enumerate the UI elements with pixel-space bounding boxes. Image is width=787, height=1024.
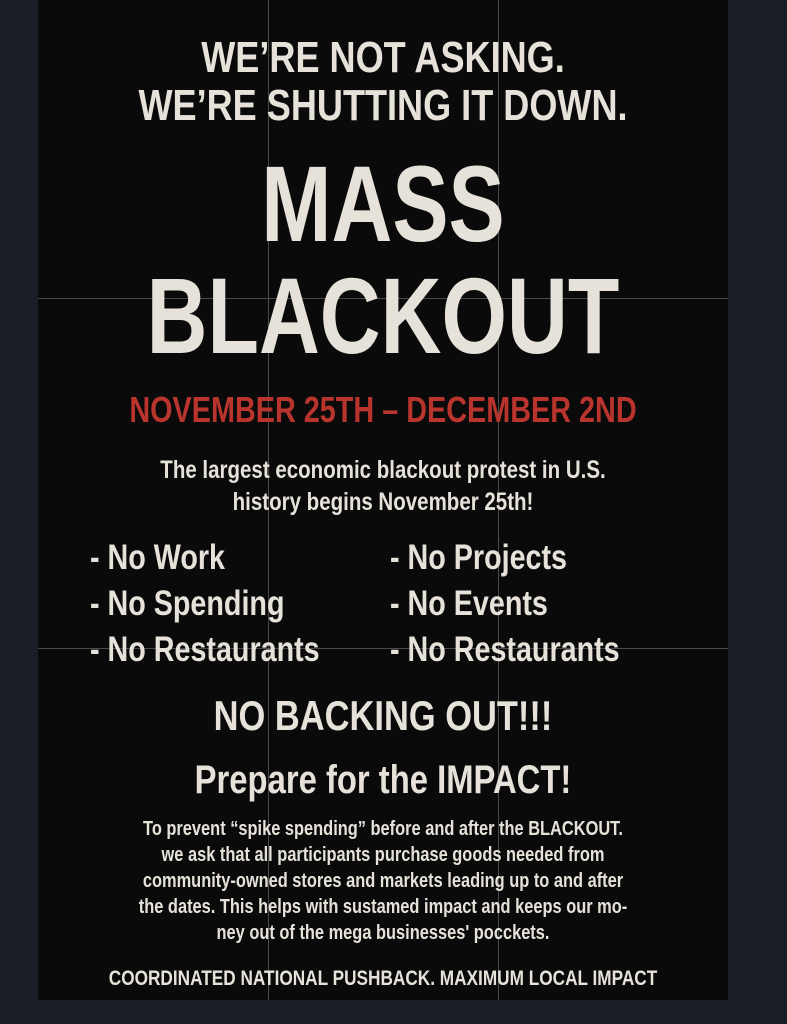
demand-item: - No Spending <box>90 584 285 623</box>
hero-title <box>114 143 652 376</box>
hero-line-2: BLACKOUT <box>146 255 620 376</box>
headline <box>100 34 666 130</box>
note-line-3: community-owned stores and markets leading up to and after <box>142 870 624 892</box>
note-line-2: we ask that all participants purchase goods needed from <box>161 844 605 866</box>
demand-item: - No Restaurants <box>390 630 620 669</box>
hero-line-1: MASS <box>261 143 505 264</box>
note-line-1: To prevent “spike spending” before and after the BLACKOUT. <box>143 818 623 840</box>
demand-item: - No Restaurants <box>90 630 320 669</box>
no-backing-out: NO BACKING OUT!!! <box>213 692 553 739</box>
demand-item: - No Events <box>390 584 548 623</box>
footer-slogan: COORDINATED NATIONAL PUSHBACK. MAXIMUM LOCAL IMPACT <box>108 967 658 990</box>
lead-line-2: history begins November 25th! <box>232 488 534 516</box>
prepare-impact: Prepare for the IMPACT! <box>194 758 572 802</box>
headline-line-1: WE’RE NOT ASKING. <box>201 33 565 82</box>
demand-item: - No Work <box>90 538 226 577</box>
lead-line-1: The largest economic blackout protest in U.S. <box>160 456 606 484</box>
note-line-4: the dates. This helps with sustamed impact and keeps our mo- <box>138 896 628 918</box>
note-line-5: ney out of the mega businesses' pocckets. <box>216 922 550 944</box>
date-range: NOVEMBER 25TH – DECEMBER 2ND <box>129 389 637 430</box>
headline-line-2: WE’RE SHUTTING IT DOWN. <box>138 81 628 130</box>
lead-text <box>100 454 666 518</box>
demands-list <box>90 536 710 672</box>
protest-poster <box>38 0 728 1000</box>
demand-item: - No Projects <box>390 538 568 577</box>
spending-note <box>100 816 666 946</box>
